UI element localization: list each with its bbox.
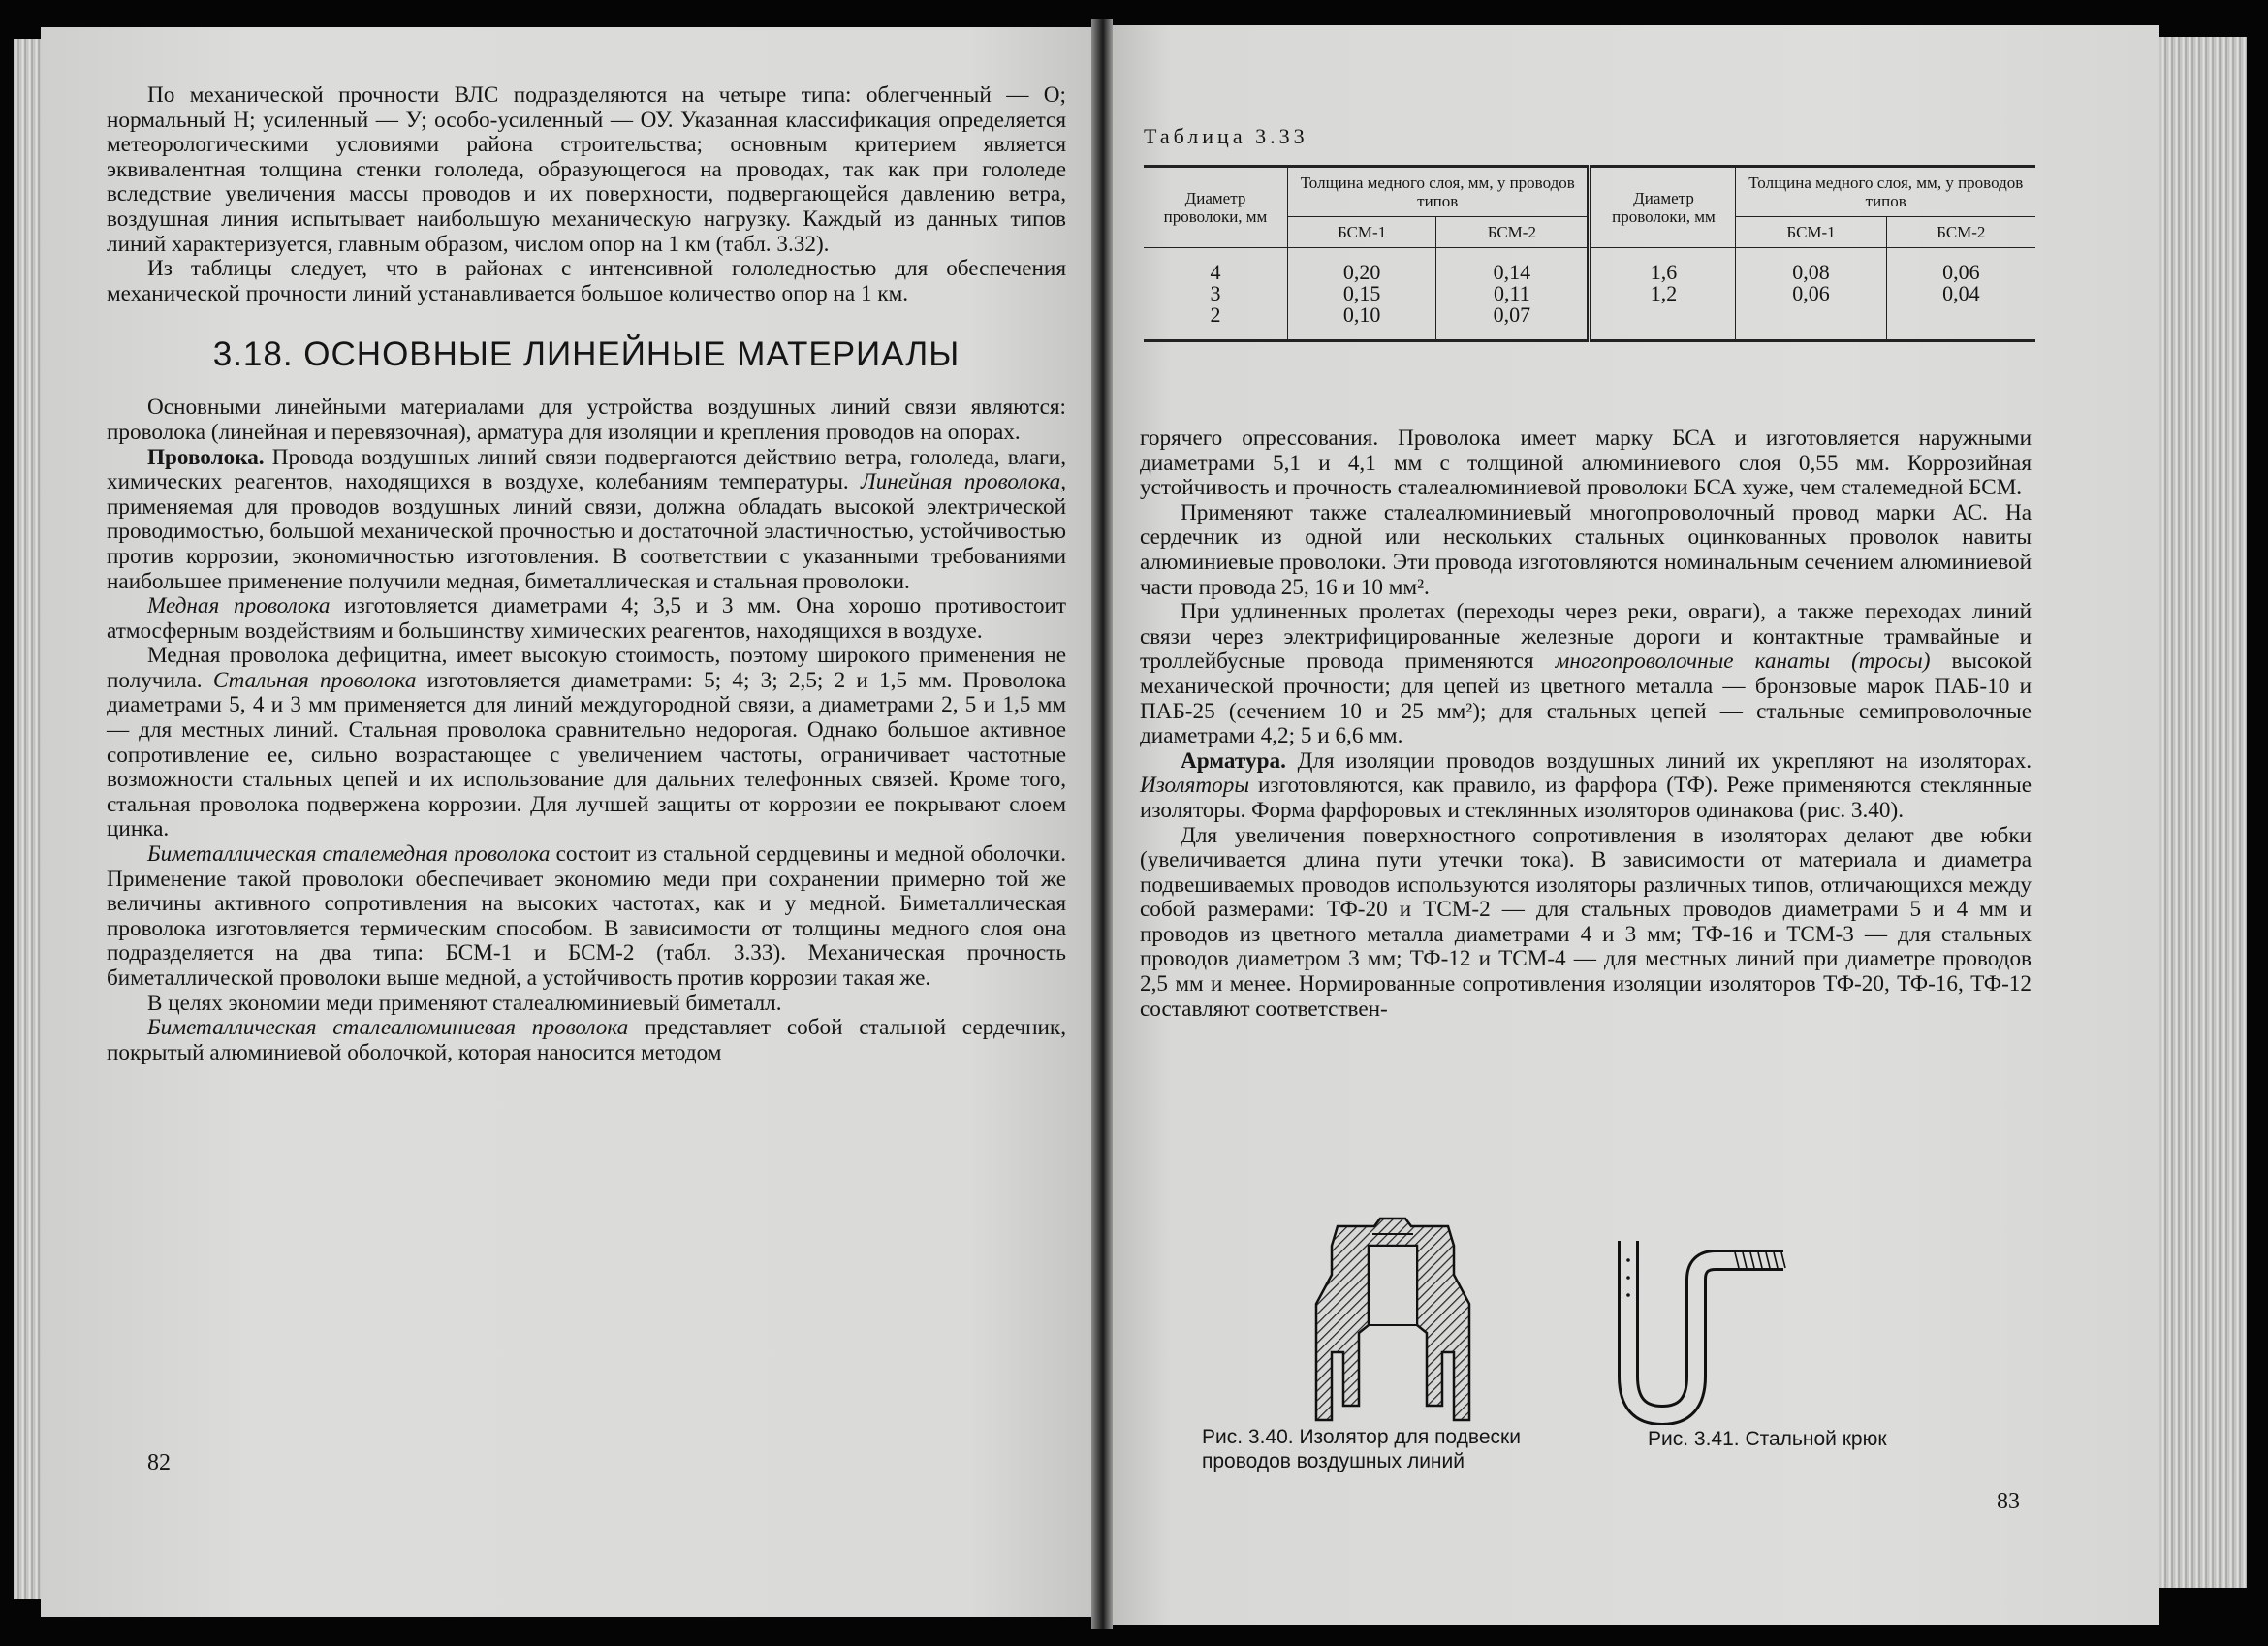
table-cell	[1736, 304, 1886, 341]
text-run: По механической прочности ВЛС подразделяются на четыре типа: облегченный — О; нормальный Н; усиленный — У; особо-усиленный — ОУ. Указанная классификация определяется метеорологическими условиями района строительства; основным критерием является эквивалентная толщина стенки гололеда, образующегося на проводах, так как при гололеде вследствие увеличения массы проводов и их поверхности, подвергающейся давлению ветра, воздушная линия испытывает наибольшую механическую нагрузку. Каждый из данных типов линий характеризуется, главным образом, числом опор на 1 км (табл. 3.32).	[107, 82, 1066, 257]
col-header-bsm2: БСМ-2	[1436, 217, 1590, 248]
paragraph	[107, 842, 1066, 992]
paragraph	[107, 396, 1066, 445]
table-3-33	[1144, 165, 2035, 342]
table-cell: 0,06	[1886, 248, 2035, 284]
paragraph	[107, 83, 1066, 257]
text-run: изготовляются, как правило, из фарфора (ТФ). Реже применяются стеклянные изоляторы. Форма фарфоровых и стеклянных изоляторов одинакова (рис. 3.40).	[1140, 773, 2032, 823]
insulator-figure	[1308, 1217, 1478, 1425]
col-header-bsm1-2: БСМ-1	[1736, 217, 1886, 248]
paragraph	[1140, 501, 2032, 600]
text-run: горячего опрессования. Проволока имеет марку БСА и изготовляется наружными диаметрами 5,1 и 4,1 мм с толщиной алюминиевого слоя 0,55 мм. Коррозийная устойчивость и прочность сталеалюминиевой проволоки БСА хуже, чем сталемедной БСМ.	[1140, 426, 2032, 501]
text-run: В целях экономии меди применяют сталеалюминиевый биметалл.	[147, 990, 782, 1016]
paragraph	[1140, 427, 2032, 501]
text-run: Биметаллическая сталеалюминиевая проволока	[147, 1015, 629, 1041]
right-page-text	[1140, 427, 2032, 1022]
left-body-paragraphs	[107, 396, 1066, 1065]
text-run: состоит из стальной сердцевины и медной оболочки. Применение такой проволоки обеспечивает экономию меди при сохранении примерно той же величины активного сопротивления на высоких частотах, как и у медной. Биметаллическая проволока изготовляется термическим способом. В зависимости от толщины медного слоя она подразделяется на два типа: БСМ-1 и БСМ-2 (табл. 3.33). Механическая прочность биметаллической проволоки выше медной, а устойчивость против коррозии такая же.	[107, 841, 1066, 991]
text-run: Основными линейными материалами для устройства воздушных линий связи являются: проволока (линейная и перевязочная), арматура для изоляции и крепления проводов на опорах.	[107, 395, 1066, 445]
text-run: представляет собой стальной сердечник, покрытый алюминиевой оболочкой, которая наносится методом	[107, 1015, 1066, 1065]
text-run: При удлиненных пролетах (переходы через реки, овраги), а также переходах линий связи через электрифицированные железные дороги и контактные трамвайные и троллейбусные провода применяются	[1140, 599, 2032, 675]
table-cell: 2	[1210, 302, 1221, 327]
text-run: Медная проволока	[147, 593, 331, 619]
text-run: Для увеличения поверхностного сопротивления в изоляторах делают две юбки (увеличивается длина пути утечки тока). В зависимости от материала и диаметра подвешиваемых проводов используются изоляторы различных типов, отличающихся между собой размерами: ТФ-20 и ТСМ-2 — для стальных проводов диаметрами 5 и 4 мм и проводов из цветного металла диаметрами 4 и 3 мм; ТФ-16 и ТСМ-3 — для стальных проводов диаметром 3 мм; ТФ-12 и ТСМ-4 — для местных линий при диаметре проводов 2,5 мм и менее. Нормированные сопротивления изоляции изоляторов ТФ-20, ТФ-16, ТФ-12 составляют соответствен-	[1140, 822, 2032, 1022]
table-cell: 1,6	[1590, 248, 1736, 284]
right-body-paragraphs	[1140, 427, 2032, 1022]
text-run: изготовляется диаметрами 4; 3,5 и 3 мм. Она хорошо противостоит атмосферным воздействиям и большинству химических реагентов, находящихся в воздухе.	[107, 593, 1066, 644]
text-run: Из таблицы следует, что в районах с интенсивной гололедностью для обеспечения механической прочности линий устанавливается большое количество опор на 1 км.	[107, 256, 1066, 306]
paragraph	[107, 644, 1066, 842]
text-run: Провода воздушных линий связи подвергаются действию ветра, гололеда, влаги, химических реагентов, находящихся в воздухе, колебаниям температуры.	[107, 444, 1066, 495]
section-title: 3.18. ОСНОВНЫЕ ЛИНЕЙНЫЕ МАТЕРИАЛЫ	[212, 335, 961, 374]
table-body	[1144, 248, 2035, 341]
text-run: изготовляется диаметрами: 5; 4; 3; 2,5; 2 и 1,5 мм. Проволока диаметрами 5, 4 и 3 мм применяется для линий междугородной связи, а диаметрами 2, 5 и 1,5 мм — для местных линий. Стальная проволока сравнительно недорогая. Однако большое активное сопротивление ее, сильно возрастающее с увеличением частоты, ограничивает частотные возможности стальных цепей и их использование для дальних телефонных связей. Кроме того, стальная проволока подвержена коррозии. Для лучшей защиты от коррозии ее покрывают слоем цинка.	[107, 667, 1066, 842]
paragraph	[1140, 600, 2032, 749]
col-header-diameter-2: Диаметр проволоки, мм	[1590, 167, 1736, 248]
col-header-thickness: Толщина медного слоя, мм, у проводов типов	[1288, 167, 1590, 217]
text-run: многопроволочные канаты (тросы)	[1555, 649, 1931, 675]
page-number-right: 83	[1997, 1489, 2020, 1514]
text-run: Для изоляции проводов воздушных линий их укрепляют на изоляторах.	[1285, 747, 2032, 774]
text-run: Медная проволока дефицитна, имеет высокую стоимость, поэтому широкого применения не получила.	[107, 643, 1066, 693]
paragraph	[1140, 749, 2032, 824]
table-cell	[1886, 304, 2035, 341]
left-intro-paragraphs	[107, 83, 1066, 306]
text-run: Стальная проволока	[212, 667, 417, 693]
col-header-thickness-2: Толщина медного слоя, мм, у проводов типов	[1736, 167, 2035, 217]
text-run: Арматура.	[1181, 747, 1286, 774]
table-cell: 0,08	[1736, 248, 1886, 284]
table-cell: 0,11	[1436, 283, 1590, 304]
text-run: Линейная проволока,	[860, 469, 1067, 495]
col-header-bsm2-2: БСМ-2	[1886, 217, 2035, 248]
paragraph	[107, 992, 1066, 1017]
table-cell: 0,07	[1436, 304, 1590, 341]
steel-hook-figure	[1609, 1231, 1803, 1425]
table-cell: 0,14	[1436, 248, 1590, 284]
table-row	[1144, 248, 2035, 284]
text-run: применяемая для проводов воздушных линий связи, должна обладать высокой электрической проводимостью, большой механической прочностью и достаточной эластичностью, устойчивостью против коррозии, экономичностью изготовления. В соответствии с указанными требованиями наибольшее применение получили медная, биметаллическая и стальная проволоки.	[107, 493, 1066, 594]
text-run: Изоляторы	[1140, 773, 1250, 799]
table-cell: 0,20	[1288, 248, 1436, 284]
table-cell: 1,2	[1590, 283, 1736, 304]
figure-3-41-caption: Рис. 3.41. Стальной крюк	[1648, 1428, 1887, 1450]
page-number-left: 82	[147, 1450, 171, 1475]
table-cell: 4	[1210, 260, 1221, 284]
table-cell: 0,06	[1736, 283, 1886, 304]
table-cell: 0,04	[1886, 283, 2035, 304]
table-cell: 0,15	[1288, 283, 1436, 304]
left-page-text	[107, 83, 1066, 1065]
right-page-edges	[2154, 37, 2247, 1588]
paragraph	[107, 594, 1066, 644]
paragraph	[107, 446, 1066, 595]
text-run: высокой механической прочности; для цепей из цветного металла — бронзовые марок ПАБ-10 и ПАБ-25 (сечением 10 и 25 мм²); для стальных цепей — стальные семипроволочные диаметрами 4,2; 5 и 6,6 мм.	[1140, 649, 2032, 749]
paragraph	[107, 257, 1066, 306]
left-page-edges	[14, 39, 43, 1599]
text-run: Проволока.	[147, 444, 265, 470]
text-run: Применяют также сталеалюминиевый многопроволочный провод марки АС. На сердечник из одной или нескольких стальных оцинкованных проволок навиты алюминиевые проволоки. Эти провода изготовляются номинальным сечением алюминиевой части провода 25, 16 и 10 мм².	[1140, 499, 2032, 600]
figure-3-40-caption: Рис. 3.40. Изолятор для подвески проводов воздушных линий	[1202, 1426, 1521, 1472]
text-run: Биметаллическая сталемедная проволока	[147, 841, 551, 868]
paragraph	[107, 1016, 1066, 1065]
col-header-bsm1: БСМ-1	[1288, 217, 1436, 248]
table-row	[1144, 304, 2035, 341]
book-spine	[1091, 19, 1113, 1629]
paragraph	[1140, 824, 2032, 1023]
table-cell: 3	[1210, 281, 1221, 305]
table-cell	[1590, 304, 1736, 341]
table-cell: 0,10	[1288, 304, 1436, 341]
col-header-diameter: Диаметр проволоки, мм	[1144, 167, 1288, 248]
table-row	[1144, 283, 2035, 304]
table-caption: Таблица 3.33	[1144, 124, 1308, 148]
